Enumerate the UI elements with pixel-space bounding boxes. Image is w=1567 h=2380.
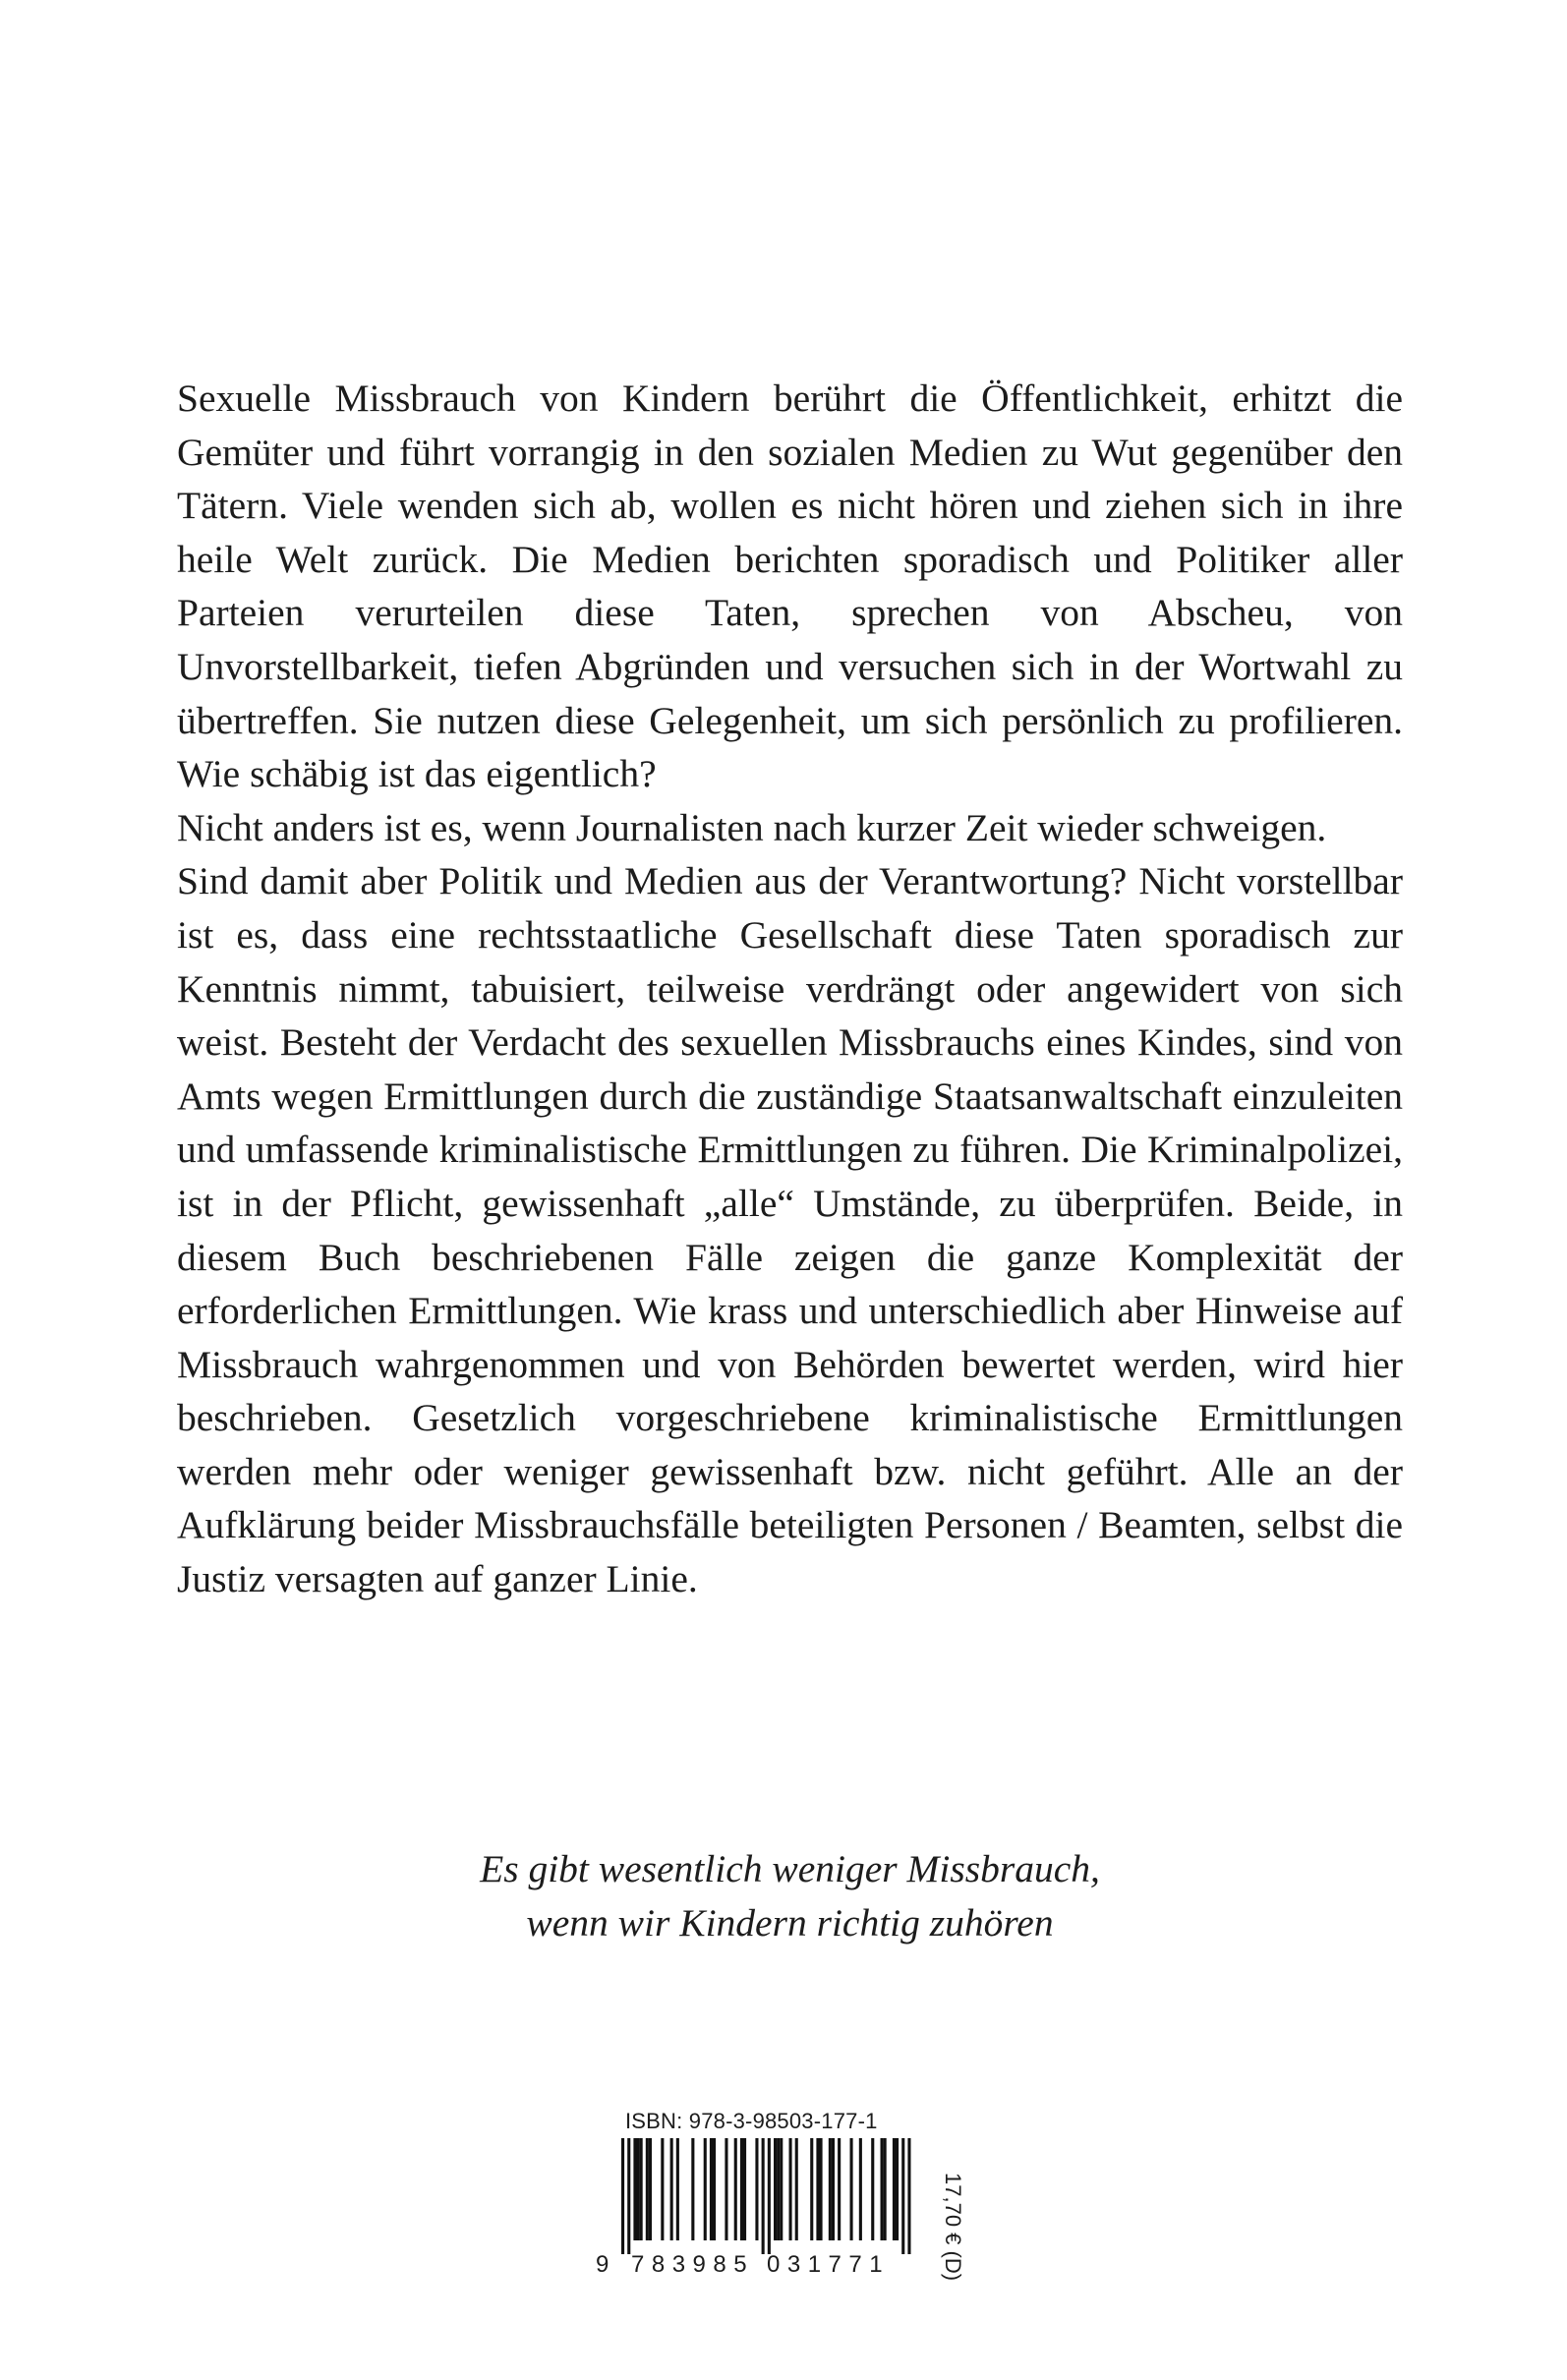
barcode-bar [832,2138,835,2240]
barcode-right-digits: 031771 [767,2251,891,2278]
barcode-bar [884,2138,887,2240]
barcode-bar [907,2138,910,2254]
barcode-bar [896,2138,899,2240]
barcode-bar [649,2138,652,2240]
barcode-bar [646,2138,649,2240]
barcode-bar [670,2138,673,2240]
barcode-bar [762,2138,765,2254]
barcode-bar [627,2138,630,2254]
barcode-bar [633,2138,636,2240]
barcode-bar [743,2138,746,2240]
barcode-bar [871,2138,874,2240]
barcode-bar [780,2138,783,2240]
barcode-bar [810,2138,813,2240]
barcode-bar [838,2138,841,2240]
barcode-bar [637,2138,640,2240]
isbn-label: ISBN: 978-3-98503-177-1 [625,2109,878,2133]
barcode-bar [850,2138,853,2240]
barcode-bar [859,2138,862,2240]
quote-line-1: Es gibt wesentlich weniger Missbrauch, [480,1847,1100,1890]
barcode-bar [774,2138,777,2240]
blurb-paragraph-2: Nicht anders ist es, wenn Journalisten nach kurzer Zeit wieder schweigen. [177,805,1327,849]
barcode-bars [621,2138,911,2254]
barcode-bar [789,2138,792,2240]
barcode-left-digits: 783985 [631,2251,755,2278]
barcode-bar [710,2138,713,2240]
price-label: 17,70 € (D) [941,2173,965,2282]
blurb-paragraph-1: Sexuelle Missbrauch von Kindern berührt die Öffentlichkeit, erhitzt die Gemüter und führt vorrangig in den sozialen Medien zu Wut gegenüber den Tätern. Viele wenden sich ab, wollen es nicht hören und ziehen sich in ihre heile Welt zurück. Die Medien berichten sporadisch und Politiker aller Parteien verurteilen diese Taten, sprechen von Abscheu, von Unvorstellbarkeit, tiefen Abgründen und versuchen sich in der Wortwahl zu übertreffen. Sie nutzen diese Gelegenheit, um sich persönlich zu profilieren. Wie schäbig ist das eigentlich? [177,377,1403,796]
barcode-bar [816,2138,819,2240]
barcode-bar [713,2138,716,2240]
barcode-bar [640,2138,643,2240]
barcode-bar [795,2138,798,2240]
back-cover-blurb [177,372,1403,1606]
barcode-bar [777,2138,780,2240]
barcode-bar [740,2138,743,2240]
barcode-bar [768,2138,771,2254]
isbn-barcode-block [590,2109,983,2305]
barcode-bar [691,2138,694,2240]
barcode-bar [725,2138,727,2240]
barcode-bar [704,2138,707,2240]
barcode-bar [676,2138,679,2240]
barcode-bar [755,2138,758,2240]
barcode-bar [734,2138,737,2240]
blurb-paragraph-3: Sind damit aber Politik und Medien aus der Verantwortung? Nicht vorstellbar ist es, dass eine rechtsstaatliche Gesellschaft diese Taten sporadisch zur Kenntnis nimmt, tabuisiert, teilweise verdrängt oder angewidert von sich weist. Besteht der Verdacht des sexuellen Missbrauchs eines Kindes, sind von Amts wegen Ermittlungen durch die zuständige Staatsanwaltschaft einzuleiten und umfassende kriminalistische Ermittlungen zu führen. Die Kriminalpolizei, ist in der Pflicht, gewissenhaft „alle“ Umstände, zu überprüfen. Beide, in diesem Buch beschriebenen Fälle zeigen die ganze Komplexität der erforderlichen Ermittlungen. Wie krass und unterschiedlich aber Hinweise auf Missbrauch wahrgenommen und von Behörden bewertet werden, wird hier beschrieben. Gesetzlich vorgeschriebene kriminalistische Ermittlungen werden mehr oder weniger gewissenhaft bzw. nicht geführt. Alle an der Aufklärung beider Missbrauchsfälle beteiligten Personen / Beamten, selbst die Justiz versagten auf ganzer Linie. [177,859,1403,1601]
barcode-bar [893,2138,896,2240]
barcode-bar [820,2138,823,2240]
barcode-bar [621,2138,624,2254]
barcode-bar [661,2138,664,2240]
ean13-barcode [590,2138,934,2278]
barcode-bar [881,2138,884,2240]
barcode-bar [829,2138,832,2240]
quote-line-2: wenn wir Kindern richtig zuhören [526,1901,1054,1945]
barcode-bar [901,2138,904,2254]
closing-quote [177,1842,1403,1950]
barcode-lead-digit: 9 [596,2251,609,2278]
